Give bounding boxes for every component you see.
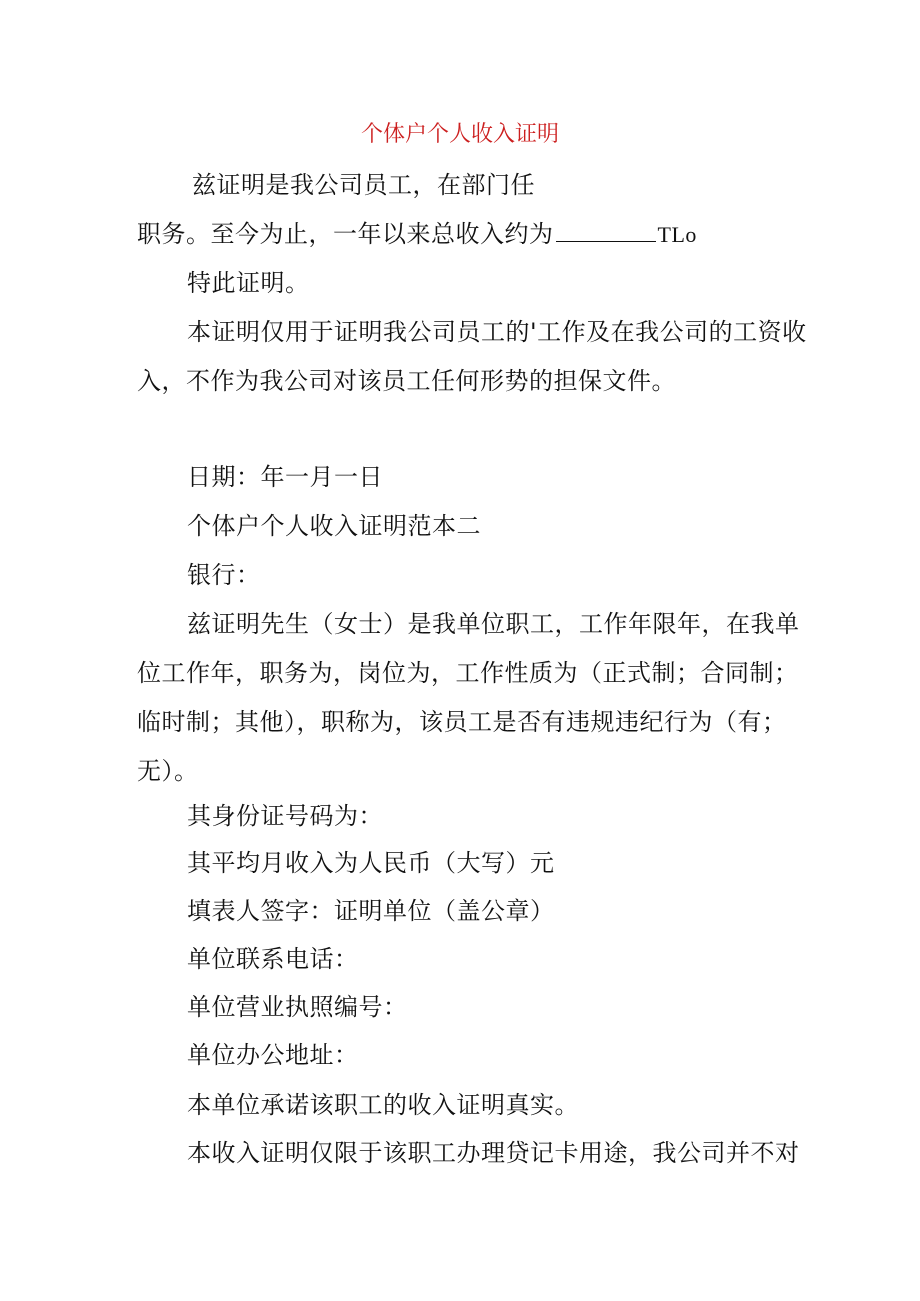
income-blank [556,221,656,242]
address-line: 单位办公地址： [187,1041,359,1069]
paragraph-4-line-2: 位工作年，职务为，岗位为，工作性质为（正式制；合同制； [137,659,799,687]
last-line: 本收入证明仅限于该职工办理贷记卡用途，我公司并不对 [187,1139,800,1167]
signer-line: 填表人签字：证明单位（盖公章） [187,897,555,925]
id-number-line: 其身份证号码为： [187,802,383,830]
paragraph-1-line-2-text: 职务。至今为止，一年以来总收入约为 [137,220,554,248]
income-line: 其平均月收入为人民币（大写）元 [187,849,555,877]
section-heading-2: 个体户个人收入证明范本二 [187,512,481,540]
phone-line: 单位联系电话： [187,945,359,973]
paragraph-1-line-2 [137,217,697,252]
paragraph-2: 特此证明。 [187,269,310,297]
paragraph-4-line-1: 兹证明先生（女士）是我单位职工，工作年限年，在我单 [187,610,800,638]
document-title: 个体户个人收入证明 [360,122,559,147]
paragraph-1-line-1: 兹证明是我公司员工，在部门任 [192,171,535,199]
license-line: 单位营业执照编号： [187,993,408,1021]
date-line: 日期：年一月一日 [187,463,383,491]
paragraph-4-line-4: 无）。 [137,757,199,785]
bank-line: 银行： [187,561,261,589]
promise-line: 本单位承诺该职工的收入证明真实。 [187,1091,579,1119]
paragraph-4-line-3: 临时制；其他），职称为，该员工是否有违规违纪行为（有； [137,708,787,736]
income-suffix: TLo [657,222,697,247]
paragraph-3-line-2: 入，不作为我公司对该员工任何形势的担保文件。 [137,367,676,395]
paragraph-3-line-1: 本证明仅用于证明我公司员工的'工作及在我公司的工资收 [187,318,807,346]
